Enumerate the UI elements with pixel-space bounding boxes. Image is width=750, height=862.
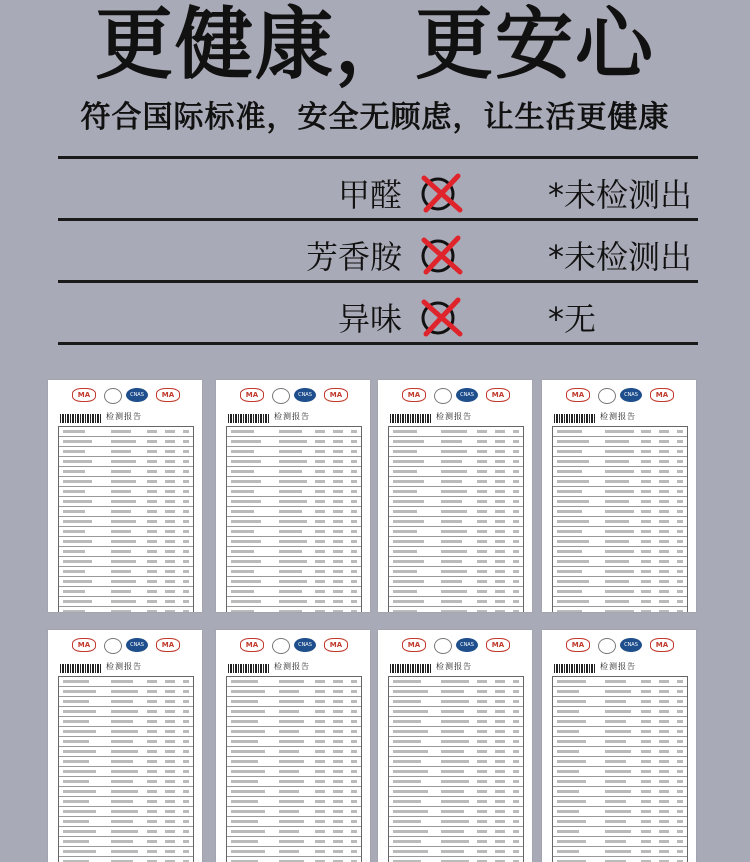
table-row [389, 477, 523, 487]
table-row [59, 457, 193, 467]
headline: 更健康，更安心 [94, 0, 655, 90]
table-row [553, 487, 687, 497]
table-row [227, 817, 361, 827]
table-row [59, 817, 193, 827]
cross-mark-icon [418, 234, 464, 276]
table-row [553, 467, 687, 477]
check-label: 芳香胺 [305, 238, 402, 276]
certification-logos [542, 638, 696, 654]
certification-logos [542, 388, 696, 404]
barcode-icon [228, 664, 270, 673]
cnas-logo-icon: CNAS [126, 638, 148, 652]
table-row [59, 607, 193, 612]
table-row [59, 787, 193, 797]
certification-logos [48, 388, 202, 404]
ma-seal-icon: MA [486, 388, 510, 402]
test-report-sheet [542, 630, 696, 862]
barcode-icon [390, 664, 432, 673]
table-row [553, 827, 687, 837]
test-report-sheet [216, 380, 370, 612]
table-row [59, 537, 193, 547]
table-row [59, 727, 193, 737]
table-row [227, 807, 361, 817]
table-row [389, 717, 523, 727]
ma-seal-icon: MA [650, 638, 674, 652]
cnas-logo-icon: CNAS [126, 388, 148, 402]
table-row [59, 757, 193, 767]
table-row [227, 797, 361, 807]
table-row [227, 427, 361, 437]
table-row [227, 587, 361, 597]
table-row [389, 537, 523, 547]
table-row [553, 607, 687, 612]
table-row [59, 507, 193, 517]
table-row [227, 577, 361, 587]
certification-logos [378, 638, 532, 654]
barcode-icon [228, 414, 270, 423]
table-row [389, 817, 523, 827]
table-row [553, 587, 687, 597]
table-row [227, 457, 361, 467]
table-row [227, 757, 361, 767]
table-row [553, 547, 687, 557]
table-row [227, 707, 361, 717]
table-row [389, 427, 523, 437]
table-row [59, 487, 193, 497]
ma-seal-icon: MA [402, 638, 426, 652]
table-row [59, 797, 193, 807]
check-label: 异味 [337, 300, 402, 338]
report-table [388, 426, 524, 612]
table-row [227, 537, 361, 547]
report-title: 检测报告 [436, 662, 472, 671]
table-row [389, 437, 523, 447]
barcode-icon [60, 414, 102, 423]
report-title: 检测报告 [274, 662, 310, 671]
table-row [59, 477, 193, 487]
accreditation-seal-icon [434, 388, 452, 404]
test-report-sheet [48, 630, 202, 862]
table-row [553, 707, 687, 717]
ma-seal-icon: MA [566, 388, 590, 402]
table-row [59, 547, 193, 557]
certification-logos [216, 638, 370, 654]
table-row [59, 517, 193, 527]
ma-seal-icon: MA [156, 388, 180, 402]
table-row [227, 547, 361, 557]
table-row [389, 517, 523, 527]
ma-seal-icon: MA [156, 638, 180, 652]
table-row [59, 427, 193, 437]
table-row [389, 487, 523, 497]
table-row [227, 477, 361, 487]
ma-seal-icon: MA [72, 388, 96, 402]
divider [58, 342, 698, 345]
report-title: 检测报告 [106, 662, 142, 671]
accreditation-seal-icon [434, 638, 452, 654]
table-row [389, 727, 523, 737]
table-row [389, 747, 523, 757]
report-grid [48, 380, 704, 800]
table-row [553, 567, 687, 577]
test-report-sheet [48, 380, 202, 612]
ma-seal-icon: MA [324, 638, 348, 652]
barcode-icon [554, 414, 596, 423]
table-row [553, 837, 687, 847]
table-row [553, 507, 687, 517]
table-row [59, 577, 193, 587]
table-row [59, 567, 193, 577]
table-row [59, 697, 193, 707]
accreditation-seal-icon [598, 388, 616, 404]
report-table [388, 676, 524, 862]
certification-logos [48, 638, 202, 654]
table-row [227, 717, 361, 727]
table-row [227, 487, 361, 497]
divider [58, 156, 698, 159]
accreditation-seal-icon [272, 638, 290, 654]
table-row [227, 507, 361, 517]
table-row [59, 837, 193, 847]
table-row [59, 777, 193, 787]
table-row [389, 497, 523, 507]
table-row [227, 497, 361, 507]
table-row [553, 687, 687, 697]
ma-seal-icon: MA [486, 638, 510, 652]
cnas-logo-icon: CNAS [294, 388, 316, 402]
table-row [389, 797, 523, 807]
table-row [59, 527, 193, 537]
table-row [553, 537, 687, 547]
table-row [59, 707, 193, 717]
table-row [553, 797, 687, 807]
table-row [227, 827, 361, 837]
table-row [59, 737, 193, 747]
table-row [553, 437, 687, 447]
accreditation-seal-icon [104, 388, 122, 404]
table-row [59, 717, 193, 727]
table-row [553, 457, 687, 467]
table-row [227, 697, 361, 707]
table-row [227, 447, 361, 457]
report-title: 检测报告 [600, 662, 636, 671]
table-row [389, 707, 523, 717]
cnas-logo-icon: CNAS [456, 638, 478, 652]
table-row [59, 827, 193, 837]
table-row [389, 807, 523, 817]
table-row [553, 817, 687, 827]
table-row [389, 687, 523, 697]
ma-seal-icon: MA [72, 638, 96, 652]
table-row [59, 847, 193, 857]
table-row [389, 567, 523, 577]
table-row [59, 557, 193, 567]
table-row [389, 857, 523, 862]
test-report-sheet [378, 380, 532, 612]
table-row [389, 777, 523, 787]
table-row [389, 757, 523, 767]
table-row [59, 597, 193, 607]
table-row [227, 597, 361, 607]
table-row [553, 807, 687, 817]
table-row [59, 857, 193, 862]
accreditation-seal-icon [104, 638, 122, 654]
cnas-logo-icon: CNAS [294, 638, 316, 652]
table-row [389, 507, 523, 517]
table-row [553, 527, 687, 537]
table-row [227, 607, 361, 612]
barcode-icon [554, 664, 596, 673]
table-row [59, 467, 193, 477]
table-row [553, 777, 687, 787]
table-row [389, 847, 523, 857]
table-row [59, 747, 193, 757]
table-row [389, 597, 523, 607]
ma-seal-icon: MA [402, 388, 426, 402]
table-row [59, 497, 193, 507]
table-row [389, 457, 523, 467]
cnas-logo-icon: CNAS [620, 638, 642, 652]
table-row [389, 837, 523, 847]
table-row [227, 677, 361, 687]
table-row [227, 847, 361, 857]
table-row [59, 677, 193, 687]
divider [58, 218, 698, 221]
table-row [553, 697, 687, 707]
tagline: 符合国际标准，安全无顾虑，让生活更健康 [80, 100, 670, 135]
table-row [553, 597, 687, 607]
table-row [227, 777, 361, 787]
report-title: 检测报告 [436, 412, 472, 421]
table-row [553, 497, 687, 507]
table-row [227, 437, 361, 447]
check-result: *未检测出 [548, 238, 693, 276]
table-row [227, 837, 361, 847]
table-row [389, 737, 523, 747]
table-row [227, 567, 361, 577]
certification-logos [216, 388, 370, 404]
report-title: 检测报告 [274, 412, 310, 421]
table-row [227, 527, 361, 537]
test-report-sheet [378, 630, 532, 862]
table-row [227, 747, 361, 757]
table-row [553, 477, 687, 487]
table-row [389, 547, 523, 557]
ma-seal-icon: MA [240, 388, 264, 402]
table-row [553, 847, 687, 857]
report-table [552, 426, 688, 612]
accreditation-seal-icon [598, 638, 616, 654]
report-table [58, 676, 194, 862]
table-row [389, 677, 523, 687]
ma-seal-icon: MA [650, 388, 674, 402]
table-row [553, 727, 687, 737]
table-row [59, 687, 193, 697]
cross-mark-icon [418, 296, 464, 338]
table-row [227, 767, 361, 777]
divider [58, 280, 698, 283]
table-row [553, 757, 687, 767]
report-title: 检测报告 [600, 412, 636, 421]
test-report-sheet [216, 630, 370, 862]
table-row [553, 857, 687, 862]
table-row [389, 557, 523, 567]
ma-seal-icon: MA [566, 638, 590, 652]
check-label: 甲醛 [337, 176, 402, 214]
report-title: 检测报告 [106, 412, 142, 421]
cnas-logo-icon: CNAS [456, 388, 478, 402]
accreditation-seal-icon [272, 388, 290, 404]
table-row [59, 587, 193, 597]
table-row [227, 737, 361, 747]
table-row [553, 717, 687, 727]
cnas-logo-icon: CNAS [620, 388, 642, 402]
report-table [552, 676, 688, 862]
table-row [389, 467, 523, 477]
ma-seal-icon: MA [324, 388, 348, 402]
table-row [389, 587, 523, 597]
table-row [389, 697, 523, 707]
table-row [227, 857, 361, 862]
table-row [553, 427, 687, 437]
test-report-sheet [542, 380, 696, 612]
table-row [389, 527, 523, 537]
barcode-icon [60, 664, 102, 673]
report-table [58, 426, 194, 612]
check-result: *无 [548, 300, 597, 338]
table-row [389, 577, 523, 587]
cross-mark-icon [418, 172, 464, 214]
table-row [389, 447, 523, 457]
table-row [59, 767, 193, 777]
report-table [226, 676, 362, 862]
check-result: *未检测出 [548, 176, 693, 214]
table-row [227, 787, 361, 797]
certification-logos [378, 388, 532, 404]
table-row [389, 607, 523, 612]
table-row [227, 467, 361, 477]
report-table [226, 426, 362, 612]
table-row [227, 557, 361, 567]
table-row [553, 747, 687, 757]
table-row [553, 447, 687, 457]
table-row [553, 577, 687, 587]
table-row [227, 687, 361, 697]
table-row [227, 517, 361, 527]
ma-seal-icon: MA [240, 638, 264, 652]
table-row [553, 737, 687, 747]
table-row [553, 677, 687, 687]
table-row [389, 787, 523, 797]
table-row [389, 767, 523, 777]
table-row [59, 807, 193, 817]
table-row [553, 767, 687, 777]
barcode-icon [390, 414, 432, 423]
table-row [553, 517, 687, 527]
table-row [553, 557, 687, 567]
table-row [227, 727, 361, 737]
table-row [59, 447, 193, 457]
table-row [553, 787, 687, 797]
table-row [389, 827, 523, 837]
table-row [59, 437, 193, 447]
